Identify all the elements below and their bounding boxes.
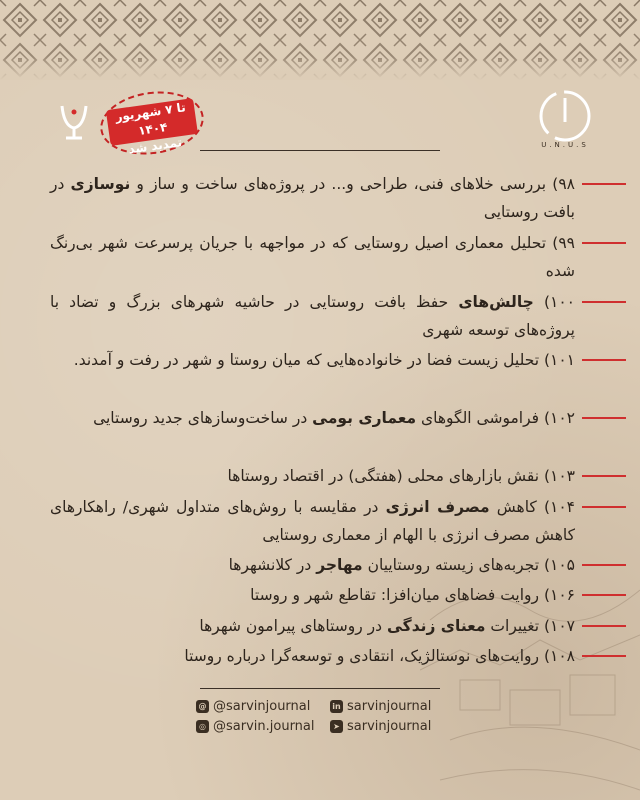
telegram-at-icon: @ (196, 700, 209, 713)
red-dash-marker (582, 625, 626, 627)
topic-keyword: معنای زندگی (387, 617, 486, 635)
topic-item (50, 288, 575, 344)
topic-text: بررسی خلاهای فنی، طراحی و... در پروژه‌های ساخت و ساز و (130, 175, 547, 193)
top-separator (200, 150, 440, 151)
linkedin-handle[interactable]: in sarvinjournal (330, 699, 431, 714)
telegram-icon: ➤ (330, 720, 343, 733)
topic-item (50, 346, 575, 374)
topic-text: تحلیل زیست فضا در خانواده‌هایی که میان روستا و شهر در رفت و آمدند. (73, 351, 540, 369)
red-dash-marker (582, 359, 626, 361)
stamp-extended: تمدید شد (127, 135, 183, 157)
topic-keyword: مهاجر (316, 556, 363, 574)
topic-text: در ساخت‌وسازهای جدید روستایی (93, 409, 313, 427)
topic-item (50, 551, 575, 579)
telegram-handle[interactable]: @ @sarvinjournal (196, 699, 310, 714)
topic-number: ۱۰۴) (536, 498, 575, 516)
stamp-date: تا ۷ شهریور ۱۴۰۴ (114, 100, 187, 138)
linkedin-icon: in (330, 700, 343, 713)
instagram-icon: ◎ (196, 720, 209, 733)
topic-number: ۱۰۷) (539, 617, 575, 635)
topic-number: ۱۰۸) (539, 647, 575, 665)
telegram-channel[interactable]: ➤ sarvinjournal (330, 719, 431, 734)
village-illustration (420, 540, 640, 800)
topic-text: تغییرات (485, 617, 540, 635)
topic-text: تحلیل معماری اصیل روستایی که در مواجهه با جریان پرسرعت شهر بی‌رنگ شده (50, 234, 575, 280)
topic-number: ۱۰۱) (539, 351, 575, 369)
topic-number: ۱۰۵) (539, 556, 575, 574)
red-dash-marker (582, 655, 626, 657)
topic-text: در روستاهای پیرامون شهرها (199, 617, 387, 635)
cup-icon (52, 100, 96, 144)
topic-text: در کلانشهرها (228, 556, 317, 574)
topic-number: ۱۰۳) (539, 467, 575, 485)
topic-keyword: نوسازی (70, 175, 131, 193)
red-dash-marker (582, 475, 626, 477)
topic-item (50, 612, 575, 640)
topic-keyword: مصرف انرژی (385, 498, 490, 516)
red-dash-marker (582, 242, 626, 244)
topic-keyword: معماری بومی (312, 409, 417, 427)
topic-number: ۱۰۶) (539, 586, 575, 604)
extension-stamp (96, 85, 208, 161)
topic-text: روایت فضاهای میان‌افزا: تقاطع شهر و روستا (250, 586, 540, 604)
topic-number: ۹۹) (546, 234, 575, 252)
topic-item (50, 642, 575, 670)
topic-text: تجربه‌های زیسته روستاییان (362, 556, 540, 574)
logo-caption: U.N.U.S (541, 141, 589, 149)
red-dash-marker (582, 594, 626, 596)
bottom-separator (200, 688, 440, 689)
instagram-handle[interactable]: ◎ @sarvin.journal (196, 719, 315, 734)
topic-number: ۱۰۰) (533, 293, 575, 311)
topic-item (50, 462, 575, 490)
red-dash-marker (582, 301, 626, 303)
red-dash-marker (582, 564, 626, 566)
topic-number: ۹۸) (546, 175, 575, 193)
topic-text: در مقایسه با روش‌های متداول شهری/ راهکارهای کاهش مصرف انرژی با الهام از معماری روستایی (50, 498, 575, 544)
topic-item (50, 404, 575, 432)
red-dash-marker (582, 417, 626, 419)
topic-item (50, 493, 575, 549)
topic-text: نقش بازارهای محلی (هفتگی) در اقتصاد روستاها (227, 467, 540, 485)
topic-text: کاهش (489, 498, 537, 516)
red-dash-marker (582, 506, 626, 508)
topic-keyword: چالش‌های (458, 293, 534, 311)
topic-number: ۱۰۲) (539, 409, 575, 427)
decorative-pattern-band (0, 0, 640, 80)
topic-item (50, 229, 575, 285)
topic-text: در بافت روستایی (50, 175, 575, 221)
topic-item (50, 170, 575, 226)
topic-text: روایت‌های نوستالژیک، انتقادی و توسعه‌گرا درباره روستا (184, 647, 540, 665)
red-dash-marker (582, 183, 626, 185)
topic-item (50, 581, 575, 609)
topic-text: فراموشی الگوهای (416, 409, 540, 427)
topic-text: حفظ بافت روستایی در حاشیه شهرهای بزرگ و تضاد با پروژه‌های توسعه شهری (50, 293, 575, 339)
